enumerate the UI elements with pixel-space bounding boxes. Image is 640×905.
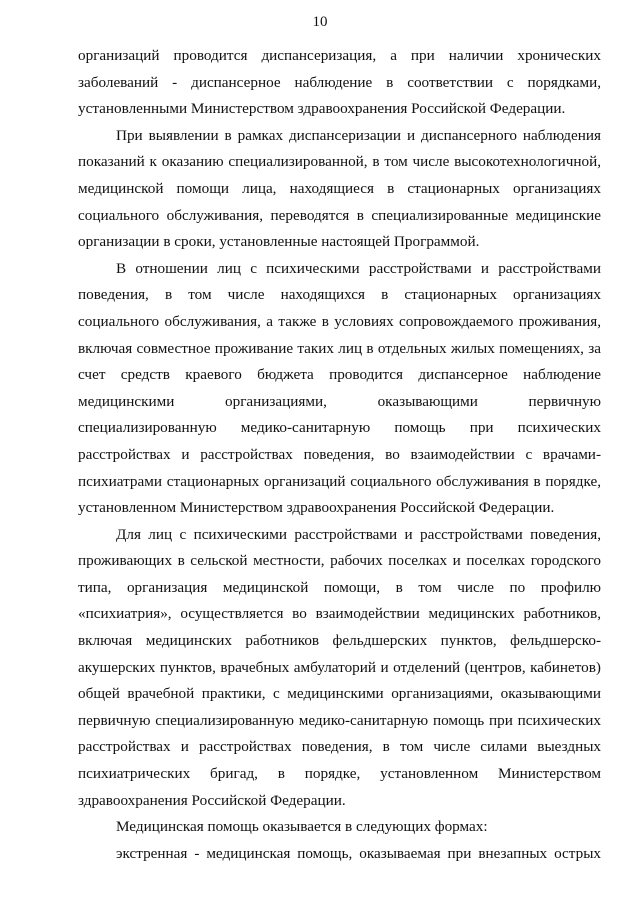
text-line: расстройствах и расстройствах поведения, в том числе силами выездных [78,738,601,756]
text-line: показаний к оказанию специализированной, в том числе высокотехнологичной, [78,153,601,171]
document-body [78,43,601,867]
text-line: типа, организация медицинской помощи, в том числе по профилю [78,578,601,596]
paragraph-2 [78,123,601,256]
text-line: первичную специализированную медико-санитарную помощь при психических [78,711,601,729]
page-number: 10 [312,14,328,30]
text-line: расстройствах и расстройствах поведения, во взаимодействии с врачами- [78,445,601,463]
paragraph-1 [78,43,601,123]
text-line: психиатрами стационарных организаций социального обслуживания в порядке, [78,472,601,490]
text-line: медицинскими организациями, оказывающими первичную [78,392,601,410]
text-line: организаций проводится диспансеризация, а при наличии хронических [78,47,601,64]
text-line: При выявлении в рамках диспансеризации и диспансерного наблюдения [116,126,601,144]
text-line: психиатрических бригад, в порядке, установленном Министерством [78,765,601,783]
text-line: медицинской помощи лица, находящиеся в стационарных организациях [78,179,601,197]
text-line: «психиатрия», осуществляется во взаимодействии медицинских работников, [78,605,601,623]
text-line: акушерских пунктов, врачебных амбулаторий и отделений (центров, кабинетов) [78,658,601,676]
paragraph-3 [78,256,601,522]
text-line: социального обслуживания, а также в условиях сопровождаемого проживания, [78,312,601,330]
text-line: экстренная - медицинская помощь, оказываемая при внезапных острых [116,844,601,862]
text-line: установленном Министерством здравоохранения Российской Федерации. [78,499,555,517]
text-line: здравоохранения Российской Федерации. [78,791,346,809]
paragraph-6 [78,841,601,868]
text-line: проживающих в сельской местности, рабочих поселках и поселках городского [78,552,601,570]
paragraph-5 [78,814,601,841]
text-line: специализированную медико-санитарную помощь при психических [78,419,601,437]
text-line: установленными Министерством здравоохранения Российской Федерации. [78,100,566,118]
paragraph-4 [78,522,601,815]
text-line: счет средств краевого бюджета проводится диспансерное наблюдение [78,366,601,384]
text-line: заболеваний - диспансерное наблюдение в соответствии с порядками, [78,73,601,91]
text-line: организации в сроки, установленные настоящей Программой. [78,233,480,251]
text-line: общей врачебной практики, с медицинскими организациями, оказывающими [78,685,601,703]
text-line: поведения, в том числе находящихся в стационарных организациях [78,286,601,304]
text-line: включая медицинских работников фельдшерских пунктов, фельдшерско- [78,632,601,650]
text-line: социального обслуживания, переводятся в специализированные медицинские [78,206,601,224]
text-line: Для лиц с психическими расстройствами и расстройствами поведения, [116,525,601,543]
text-line: Медицинская помощь оказывается в следующих формах: [116,818,488,836]
text-line: В отношении лиц с психическими расстройствами и расстройствами [116,259,601,277]
text-line: включая совместное проживание таких лиц в отдельных жилых помещениях, за [78,339,601,357]
